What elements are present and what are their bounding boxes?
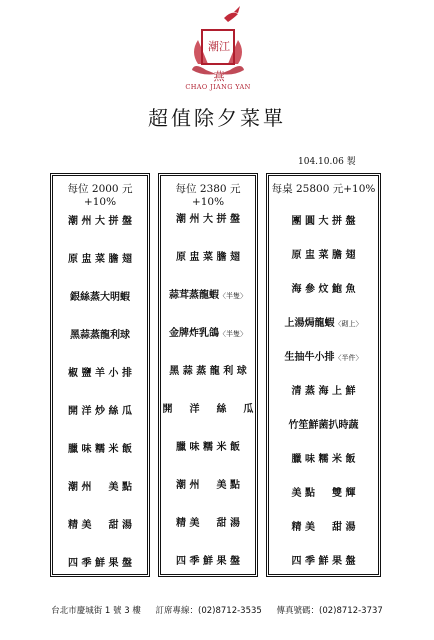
menu-item xyxy=(161,476,255,491)
menu-item xyxy=(53,554,147,569)
menu-item-name: 上湯焗龍蝦 xyxy=(284,318,335,329)
footer-booking-phone: 訂席專線：(02)8712-3535 xyxy=(155,606,262,616)
menu-item-name: 精 美 甜 湯 xyxy=(176,518,240,529)
menu-item xyxy=(269,552,378,567)
menu-item-name: 黑 蒜 蒸 龍 利 球 xyxy=(169,366,247,377)
menu-item xyxy=(161,286,255,301)
menu-item-name: 潮 州 大 拼 盤 xyxy=(176,214,240,225)
menu-item xyxy=(161,362,255,377)
menu-item-name: 金牌炸乳鴿 xyxy=(169,328,219,339)
column-header: 每桌 25800 元+10% xyxy=(271,183,376,195)
menu-item-name: 臘 味 糯 米 飯 xyxy=(291,454,356,465)
menu-item-note: 〈半隻〉 xyxy=(219,292,247,300)
menu-item-name: 開 洋 絲 瓜 xyxy=(162,404,254,415)
menu-item-note: 〈半件〉 xyxy=(334,354,363,362)
menu-item xyxy=(269,484,378,499)
menu-item xyxy=(53,402,147,417)
menu-item xyxy=(53,478,147,493)
menu-item-name: 竹笙鮮菌扒時蔬 xyxy=(288,420,359,431)
menu-item xyxy=(53,212,147,227)
menu-item-name: 美 點 雙 輝 xyxy=(291,488,356,499)
menu-item xyxy=(269,348,378,363)
menu-item-name: 黑蒜蒸龍利球 xyxy=(70,330,130,341)
menu-item xyxy=(53,288,147,303)
restaurant-logo xyxy=(168,4,268,94)
footer xyxy=(0,604,434,616)
menu-item xyxy=(269,314,378,329)
menu-item-note: 〈半隻〉 xyxy=(219,330,247,338)
menu-item xyxy=(161,248,255,263)
logo-caption: CHAO JIANG YAN xyxy=(185,83,251,91)
menu-item xyxy=(161,324,255,339)
logo-seal-text: 潮江燕 xyxy=(208,40,230,83)
menu-item xyxy=(269,450,378,465)
menu-item xyxy=(269,382,378,397)
menu-item xyxy=(269,246,378,261)
menu-item xyxy=(161,514,255,529)
menu-item-name: 原 盅 菜 膽 翅 xyxy=(68,254,132,265)
menu-item xyxy=(161,400,255,415)
menu-item xyxy=(53,326,147,341)
menu-item xyxy=(269,280,378,295)
menu-item-name: 原 盅 菜 膽 翅 xyxy=(176,252,240,263)
footer-address: 台北市慶城街 1 號 3 樓 xyxy=(51,606,141,616)
menu-item xyxy=(53,364,147,379)
menu-date: 104.10.06 製 xyxy=(298,157,356,167)
column-header: 每位 2380 元+10% xyxy=(175,183,241,208)
menu-item-name: 原 盅 菜 膽 翅 xyxy=(291,250,356,261)
menu-item-name: 四 季 鮮 果 盤 xyxy=(176,556,240,567)
menu-item-name: 銀絲蒸大明蝦 xyxy=(70,292,130,303)
page-title: 超值除夕菜單 xyxy=(148,106,286,130)
menu-item-name: 生抽牛小排 xyxy=(284,352,335,363)
footer-fax: 傳真號碼：(02)8712-3737 xyxy=(276,606,383,616)
menu-item xyxy=(161,438,255,453)
menu-item-name: 潮 州 大 拼 盤 xyxy=(68,216,132,227)
menu-item-name: 臘 味 糯 米 飯 xyxy=(176,442,240,453)
menu-item-name: 精 美 甜 湯 xyxy=(68,520,132,531)
menu-item xyxy=(269,518,378,533)
menu-item-note: 〈砌上〉 xyxy=(334,320,363,328)
menu-item-name: 臘 味 糯 米 飯 xyxy=(68,444,132,455)
menu-item-name: 海 參 炆 鮑 魚 xyxy=(291,284,356,295)
menu-item-name: 開 洋 炒 絲 瓜 xyxy=(68,406,132,417)
menu-item-name: 潮 州 美 點 xyxy=(176,480,240,491)
menu-column-25800 xyxy=(266,173,381,577)
menu-item xyxy=(269,212,378,227)
menu-item-name: 精 美 甜 湯 xyxy=(291,522,356,533)
menu-item xyxy=(53,440,147,455)
menu-item-name: 清 蒸 海 上 鮮 xyxy=(291,386,356,397)
menu-item xyxy=(161,552,255,567)
menu-item-name: 四 季 鮮 果 盤 xyxy=(291,556,356,567)
menu-item-name: 團 圓 大 拼 盤 xyxy=(291,216,356,227)
column-header: 每位 2000 元+10% xyxy=(67,183,133,208)
menu-column-2000 xyxy=(50,173,150,577)
menu-item-name: 椒 鹽 羊 小 排 xyxy=(68,368,132,379)
menu-item xyxy=(269,416,378,431)
menu-item xyxy=(161,210,255,225)
menu-item-name: 四 季 鮮 果 盤 xyxy=(68,558,132,569)
menu-item xyxy=(53,516,147,531)
menu-item xyxy=(53,250,147,265)
menu-table xyxy=(50,173,381,577)
menu-column-2380 xyxy=(158,173,258,577)
menu-item-name: 蒜茸蒸龍蝦 xyxy=(169,290,219,301)
menu-item-name: 潮 州 美 點 xyxy=(68,482,132,493)
